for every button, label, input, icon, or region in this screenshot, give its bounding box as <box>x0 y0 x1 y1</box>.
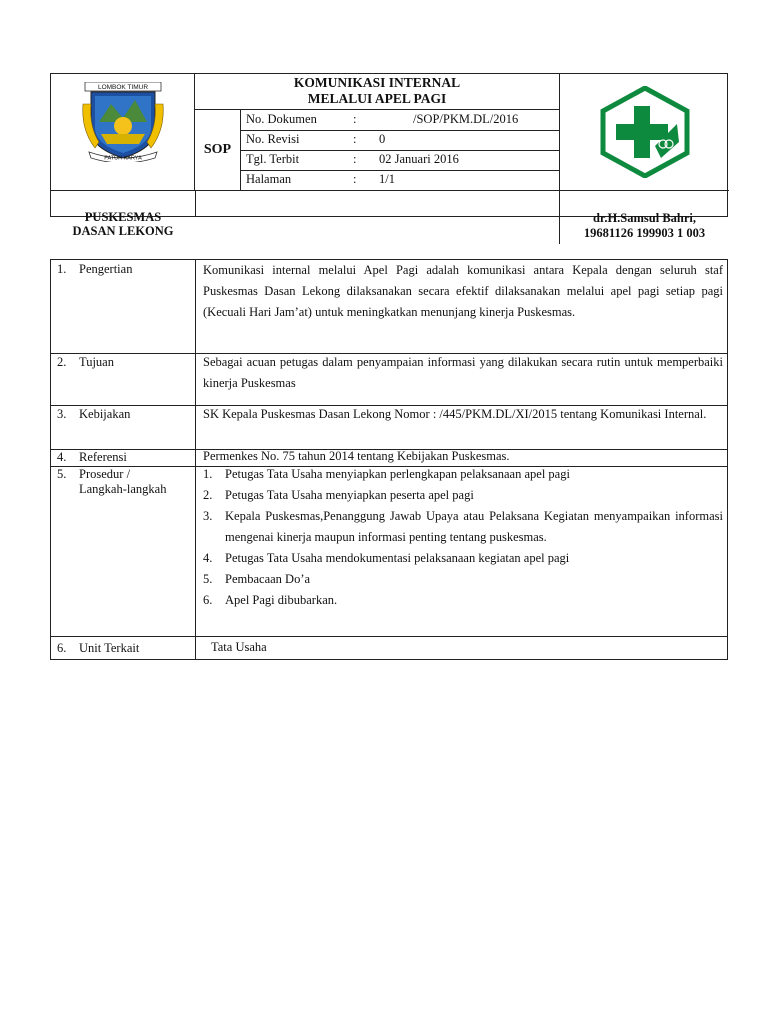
meta-row-revision: No. Revisi : 0 <box>246 132 386 146</box>
section-label-unit-terkait: 6. Unit Terkait <box>57 641 140 655</box>
signer-nip: 19681126 199903 1 003 <box>583 226 706 240</box>
list-item: 5. Pembacaan Do’a <box>203 572 311 586</box>
puskesmas-logo-cell <box>559 74 729 190</box>
title-line-2: MELALUI APEL PAGI <box>307 91 447 106</box>
health-cross-icon <box>597 86 693 178</box>
section-text-pengertian: Komunikasi internal melalui Apel Pagi adalah komunikasi antara Kepala dengan seluruh staf Puskesmas Dasan Lekong dilaksanakan secara efektif dilaksanakan melalui apel pagi setiap pagi (Kecuali Hari Jam’at) untuk meningkatkan menunjang kinerja Puskesmas. <box>203 263 723 319</box>
document-meta <box>241 110 559 190</box>
section-label-tujuan: 2. Tujuan <box>57 355 114 369</box>
procedure-table <box>50 259 728 660</box>
list-item: 2. Petugas Tata Usaha menyiapkan peserta apel pagi <box>203 488 474 502</box>
logo-cell <box>51 74 195 190</box>
procedure-steps <box>203 464 723 611</box>
document-title <box>195 74 559 110</box>
svg-text:LOMBOK TIMUR: LOMBOK TIMUR <box>97 84 149 92</box>
section-label-referensi: 4. Referensi <box>57 450 127 464</box>
sop-label: SOP <box>195 110 241 190</box>
section-text-referensi: Permenkes No. 75 tahun 2014 tentang Kebijakan Puskesmas. <box>203 449 510 463</box>
signer-block <box>559 190 729 244</box>
section-label-pengertian: 1. Pengertian <box>57 262 133 276</box>
meta-row-issue-date: Tgl. Terbit : 02 Januari 2016 <box>246 152 459 166</box>
section-text-kebijakan: SK Kepala Puskesmas Dasan Lekong Nomor : /445/PKM.DL/XI/2015 tentang Komunikasi Internal. <box>203 407 707 421</box>
meta-row-document-number: No. Dokumen : /SOP/PKM.DL/2016 <box>246 112 519 126</box>
section-text-tujuan: Sebagai acuan petugas dalam penyampaian informasi yang dilakukan secara rutin untuk memperbaiki kinerja Puskesmas <box>203 355 723 390</box>
header-table <box>50 73 728 240</box>
meta-row-page: Halaman : 1/1 <box>246 172 395 186</box>
list-item: 6. Apel Pagi dibubarkan. <box>203 593 338 607</box>
section-label-kebijakan: 3. Kebijakan <box>57 407 131 421</box>
svg-text:PATUH KARYA: PATUH KARYA <box>104 155 142 162</box>
list-item: 3. Kepala Puskesmas,Penanggung Jawab Upaya atau Pelaksana Kegiatan menyampaikan informasi mengenai kinerja maupun informasi penting tentang puskesmas. <box>203 509 723 544</box>
section-text-unit-terkait: Tata Usaha <box>211 640 267 654</box>
signer-name: dr.H.Samsul Bahri, <box>592 211 697 225</box>
regency-emblem-icon <box>81 82 165 162</box>
list-item: 4. Petugas Tata Usaha mendokumentasi pelaksanaan kegiatan apel pagi <box>203 551 570 565</box>
organization-name: PUSKESMAS DASAN LEKONG <box>72 210 174 238</box>
section-label-prosedur: 5. Prosedur / Langkah-langkah <box>57 467 167 496</box>
list-item: 1. Petugas Tata Usaha menyiapkan perlengkapan pelaksanaan apel pagi <box>203 467 570 481</box>
title-line-1: KOMUNIKASI INTERNAL <box>293 75 461 90</box>
